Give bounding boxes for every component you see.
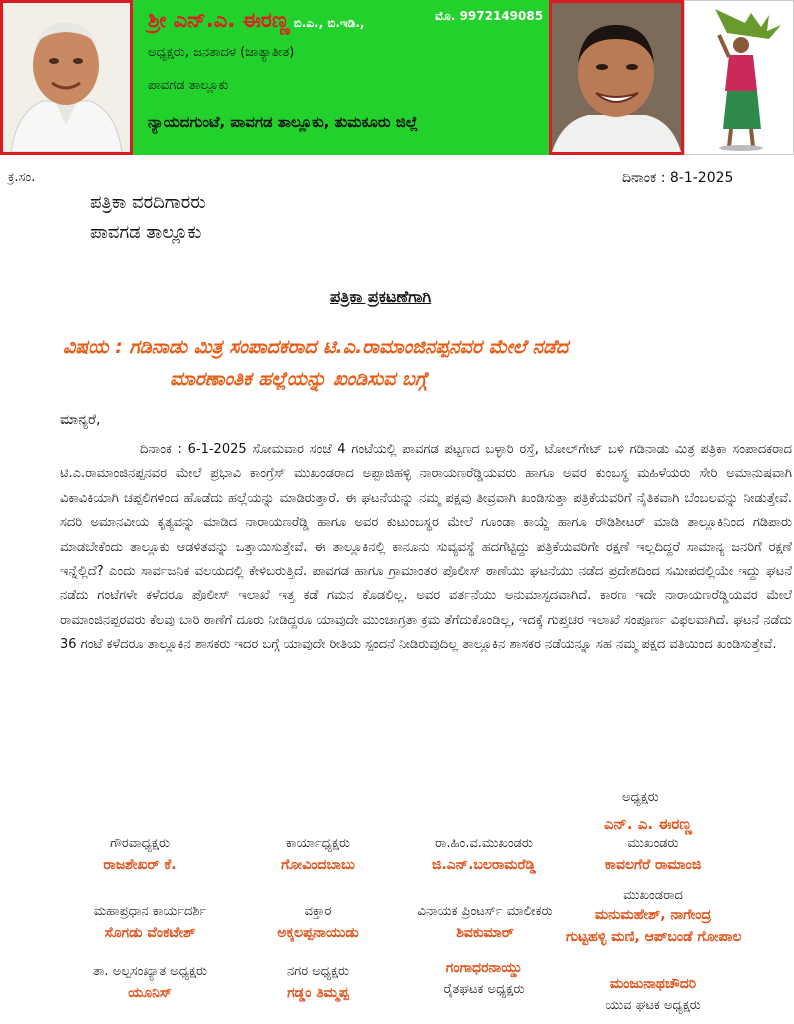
phone-number: ಮೊ. 9972149085 [435,9,544,23]
bearer-name: ಜಿ.ಎನ್.ಬಲರಾಮರೆಡ್ಡಿ [432,857,536,873]
bearer-role: ಮುಖಂಡರಾದ [623,888,683,903]
leader-address: ನ್ಯಾಯದಗುಂಟೆ, ಪಾವಗಡ ತಾಲ್ಲೂಕು, ತುಮಕೂರು ಜಿಲ್ಲೆ [148,113,418,131]
bearer-role: ನಗರ ಅಧ್ಯಕ್ಷರು [286,964,350,979]
bearer-role: ರೈತಘಟಕ ಅಧ್ಯಕ್ಷರು [443,982,525,997]
bearer-general-secretary [70,904,230,941]
bearer-name: ಶಿವಕುಮಾರ್ [456,925,514,941]
bearer-name: ರಾಜಶೇಖರ್ ಕೆ. [103,857,177,873]
bearer-honorary-president [70,836,210,873]
bearer-farmers-wing-president [404,960,564,997]
bearer-name: ಗಂಗಾಧರನಾಯ್ಡು [445,960,523,976]
leader-designation: ಅಧ್ಯಕ್ಷರು, ಜನತಾದಳ (ಜಾತ್ಯಾತೀತ) [148,45,295,60]
leader-name: ಶ್ರೀ ಎನ್.ಎ. ಈರಣ್ಣ ಬಿ.ಎ., ಬಿ.ಇಡಿ., [148,8,365,32]
bearer-name: ಅಕ್ಕಲಪ್ಪನಾಯುಡು [277,925,359,941]
bearer-name: ಗಡ್ಡಂ ತಿಮ್ಮಪ್ಪ [287,985,349,1001]
bearer-name: ಸೊಗಡು ವೆಂಕಟೇಶ್ [104,925,196,941]
salutation: ಮಾನ್ಯರೆ, [60,412,101,428]
bearer-role: ತಾ. ಅಲ್ಪಸಂಖ್ಯಾತ ಅಧ್ಯಕ್ಷರು [92,964,208,979]
leader-degrees: ಬಿ.ಎ., ಬಿ.ಇಡಿ., [293,16,365,30]
recipient-line-1: ಪತ್ರಿಕಾ ವರದಿಗಾರರು [90,192,206,213]
leader-photo-right [549,0,684,155]
letter-date: ದಿನಾಂಕ : 8-1-2025 [622,170,734,186]
bearer-name: ಕಾವಲಗೆರೆ ರಾಮಾಂಜಿ [604,857,702,873]
bearer-role: ಮಹಾಪ್ರಧಾನ ಕಾರ್ಯದರ್ಶಿ [93,904,207,919]
bearer-name: ಮಂಜುನಾಥಚೌದರಿ [609,976,697,992]
signature-name: ಎನ್. ಎ. ಈರಣ್ಣ [604,815,693,833]
bearer-backward-classes-leader [404,836,564,873]
bearer-name: ಗುಟ್ಟಹಳ್ಳಿ ಮಣಿ, ಆಪ್‌ಬಂಡೆ ಗೋಪಾಲ [566,929,742,945]
party-emblem [684,0,794,155]
subject-line-2: ಮಾರಣಾಂತಿಕ ಹಲ್ಲೆಯನ್ನು ಖಂಡಿಸುವ ಬಗ್ಗೆ [170,368,428,390]
bearer-role: ಯುವ ಘಟಕ ಅಧ್ಯಕ್ಷರು [605,998,701,1013]
bearer-spokesperson [248,904,388,941]
bearer-role: ರಾ.ಹಿಂ.ವ.ಮುಖಂಡರು [435,836,533,851]
bearer-minority-president [70,964,230,1001]
bearer-name: ಯೂನಿಸ್ [128,985,172,1001]
bearer-leaders-group [566,888,740,945]
bearer-printer-owner [400,904,570,941]
bearer-leader [578,836,728,873]
bearer-role: ವಕ್ತಾರ [304,904,332,919]
letter-title: ಪತ್ರಿಕಾ ಪ್ರಕಟಣೆಗಾಗಿ [330,287,432,306]
bearer-role: ಕಾರ್ಯಾಧ್ಯಕ್ಷರು [286,836,350,851]
letter-body: ದಿನಾಂಕ : 6-1-2025 ಸೋಮವಾರ ಸಂಜೆ 4 ಗಂಟೆಯಲ್ಲಿ ಪಾವಗಡ ಪಟ್ಟಣದ ಬಳ್ಳಾರಿ ರಸ್ತೆ, ಟೋಲ್‌ಗೇಟ್ ಬಳಿ ಗಡಿನಾಡು ಮಿತ್ರ ಪತ್ರಿಕಾ ಸಂಪಾದಕರಾದ ಟಿ.ಎ.ರಾಮಾಂಜಿನಪ್ಪನವರ ಮೇಲೆ ಪ್ರಭಾವಿ ಕಾಂಗ್ರೆಸ್ ಮುಖಂಡರಾದ ಅಪ್ಪಾಜಿಹಳ್ಳಿ ನಾರಾಯಣರೆಡ್ಡಿಯವರು ಹಾಗೂ ಅವರ ಕುಂಬಸ್ಥ ಮಹಿಳೆಯರು ಸೇರಿ ಅಮಾನುಷವಾಗಿ ವಿಕಾವಿಕಿಯಾಗಿ ಚಪ್ಪಲಿಗಳಿಂದ ಹೊಡೆದು ಹಲ್ಲೆಯನ್ನು ಮಾಡಿರುತ್ತಾರೆ. ಈ ಘಟನೆಯನ್ನು ನಮ್ಮ ಪಕ್ಷವು ತೀವ್ರವಾಗಿ ಖಂಡಿಸುತ್ತಾ ಪತ್ರಿಕೆಯವರಿಗೆ ನೈತಿಕವಾಗಿ ಬೆಂಬಲವನ್ನು ನೀಡುತ್ತೇವೆ. ಸದರಿ ಅಮಾನವೀಯ ಕೃತ್ಯವನ್ನು ಮಾಡಿದ ನಾರಾಯಣರೆಡ್ಡಿ ಹಾಗೂ ಅವರ ಕುಟುಂಬಸ್ಥರ ಮೇಲೆ ಗೂಂಡಾ ಕಾಯ್ದೆ ಹಾಗೂ ರೌಡಿಶೀಟರ್ ಮಾಡಿ ತಾಲ್ಲೂಕಿನಿಂದ ಗಡಿಪಾರು ಮಾಡಬೇಕೆಂದು ತಾಲ್ಲೂಕು ಆಡಳಿತವನ್ನು ಒತ್ತಾಯಿಸುತ್ತೇವೆ. ಈ ತಾಲ್ಲೂಕಿನಲ್ಲಿ ಕಾನೂನು ಸುವ್ಯವಸ್ಥೆ ಹದಗೆಟ್ಟಿದ್ದು ಪತ್ರಿಕೆಯವರಿಗೇ ರಕ್ಷಣೆ ಇಲ್ಲದಿದ್ದರೆ ಸಾಮಾನ್ಯ ಜನರಿಗೆ ರಕ್ಷಣೆ ಇನ್ನೆಲ್ಲಿದೆ? ಎಂದು ಸಾರ್ವಜನಿಕ ವಲಯದಲ್ಲಿ ಕೇಳಿಬರುತ್ತಿದೆ. ಪಾವಗಡ ಹಾಗೂ ಗ್ರಾಮಾಂತರ ಪೊಲೀಸ್ ಠಾಣೆಯು ಘಟನೆಯು ನಡೆದ ಪ್ರದೇಶದಿಂದ ಸಮೀಪದಲ್ಲಿಯೇ ಇದ್ದು ಘಟನೆ ನಡೆದು ಗಂಟೆಗಳೇ ಕಳೆದರೂ ಪೊಲೀಸ್ ಇಲಾಖೆ ಇತ್ತ ಕಡೆ ಗಮನ ಕೊಡಲಿಲ್ಲ. ಅವರ ವರ್ತನೆಯು ಅನುಮಾಸ್ಪದವಾಗಿದೆ. ಕಾರಣ ಇದೇ ನಾರಾಯಣರೆಡ್ಡಿಯವರ ಮೇಲೆ ರಾಮಾಂಜಿನಪ್ಪರವರು ಕೆಲವು ಬಾರಿ ಠಾಣೆಗೆ ದೂರು ನೀಡಿದ್ದರೂ ಯಾವುದೇ ಮುಂಜಾಗ್ರತಾ ಕ್ರಮ ತೆಗೆದುಕೊಂಡಿಲ್ಲ, ಇದಕ್ಕೆ ಗುಪ್ತಚರ ಇಲಾಖೆ ಸಂಪೂರ್ಣ ವಿಫಲವಾಗಿದೆ. ಘಟನೆ ನಡೆದು 36 ಗಂಟೆ ಕಳೆದರೂ ತಾಲ್ಲೂಕಿನ ಶಾಸಕರು ಇದರ ಬಗ್ಗೆ ಯಾವುದೇ ರೀತಿಯ ಸ್ಪಂದನೆ ನೀಡಿರುವುದಿಲ್ಲ ತಾಲ್ಲೂಕಿನ ಶಾಸಕರ ನಡೆಯನ್ನೂ ಸಹ ನಮ್ಮ ಪಕ್ಷದ ವತಿಯಿಂದ ಖಂಡಿಸುತ್ತೇವೆ. [60,442,792,653]
bearer-youth-wing-president [566,976,740,1013]
leader-photo-left [0,0,133,155]
bearer-role: ವಿನಾಯಕ ಪ್ರಿಂಟರ್ಸ್ ಮಾಲೀಕರು [417,904,553,919]
bearer-name: ಗೋವಿಂದಬಾಬು [281,857,355,873]
bearer-town-president [248,964,388,1001]
bearer-name: ಮನುಮಹೇಶ್, ನಾಗೇಂದ್ರ [594,907,712,923]
recipient-line-2: ಪಾವಗಡ ತಾಲ್ಲೂಕು [90,222,202,243]
subject-line-1: ವಿಷಯ : ಗಡಿನಾಡು ಮಿತ್ರ ಸಂಪಾದಕರಾದ ಟಿ.ಎ.ರಾಮಾಂಜಿನಪ್ಪನವರ ಮೇಲೆ ನಡೆದ [63,336,569,358]
bearer-role: ಗೌರವಾಧ್ಯಕ್ಷರು [110,836,170,851]
reference-number-label: ಕ್ರ.ಸಂ. [8,170,36,185]
bearer-role: ಮುಖಂಡರು [627,836,679,851]
signature-role: ಅಧ್ಯಕ್ಷರು [622,790,659,805]
leader-taluk: ಪಾವಗಡ ತಾಲ್ಲೂಕು [148,78,229,93]
bearer-working-president [248,836,388,873]
